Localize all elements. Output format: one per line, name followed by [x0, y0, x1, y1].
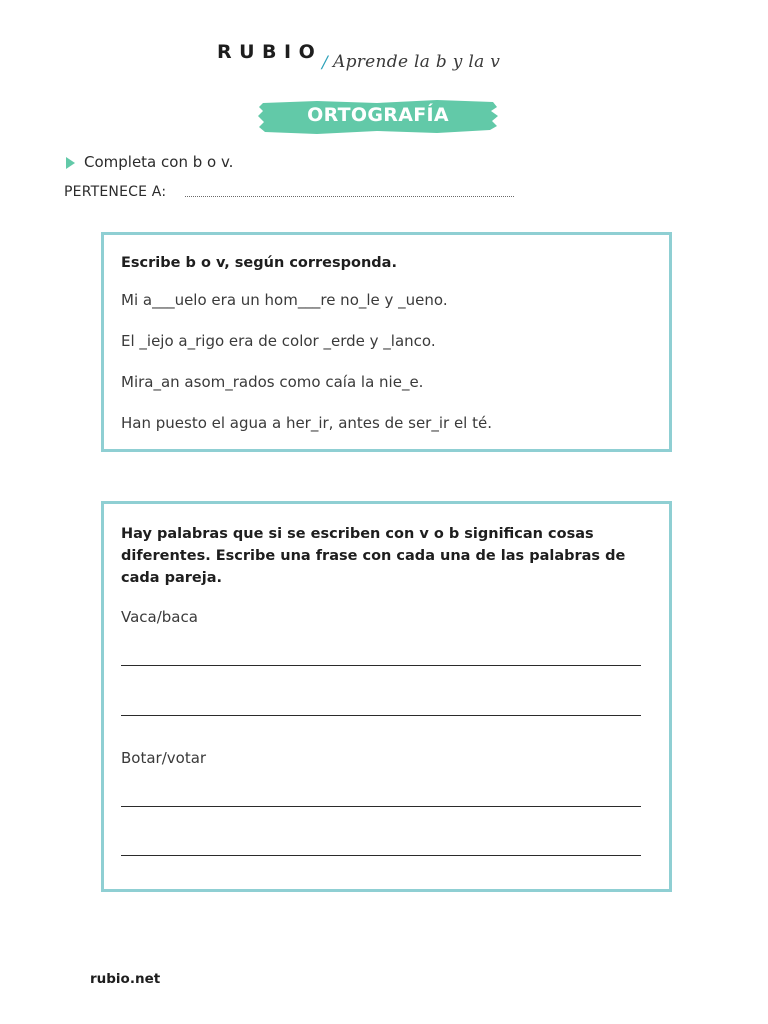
instruction-text: Completa con b o v.: [84, 153, 234, 171]
answer-line[interactable]: [121, 855, 641, 856]
brand-tagline: Aprende la b y la v: [333, 52, 501, 72]
word-pair-label: Vaca/baca: [121, 608, 198, 626]
play-triangle-icon: [66, 157, 75, 169]
exercise-sentence: Mira_an asom_rados como caía la nie_e.: [121, 373, 424, 391]
brand-slash: /: [322, 53, 328, 73]
exercise-box-1: [101, 232, 672, 452]
exercise-box-2: [101, 501, 672, 892]
exercise-sentence: Mi a___uelo era un hom___re no_le y _ueno.: [121, 291, 448, 309]
exercise-sentence: Han puesto el agua a her_ir, antes de ser_ir el té.: [121, 414, 492, 432]
page-header: [0, 38, 768, 82]
footer-link[interactable]: rubio.net: [90, 971, 161, 987]
exercise-sentence: El _iejo a_rigo era de color _erde y _lanco.: [121, 332, 436, 350]
exercise-1-heading: Escribe b o v, según corresponda.: [121, 255, 397, 271]
answer-line[interactable]: [121, 806, 641, 807]
word-pair-label: Botar/votar: [121, 749, 207, 767]
owner-label: PERTENECE A:: [64, 184, 167, 200]
answer-line[interactable]: [121, 665, 641, 666]
exercise-2-heading: Hay palabras que si se escriben con v o b significan cosas diferentes. Escribe una frase con cada una de las palabras de cada pareja.: [121, 526, 626, 586]
answer-line[interactable]: [121, 715, 641, 716]
brand-logo: RUBIO: [217, 41, 323, 63]
owner-name-field[interactable]: [185, 196, 514, 197]
banner-title: ORTOGRAFÍA: [307, 104, 449, 126]
section-banner: [257, 99, 499, 135]
